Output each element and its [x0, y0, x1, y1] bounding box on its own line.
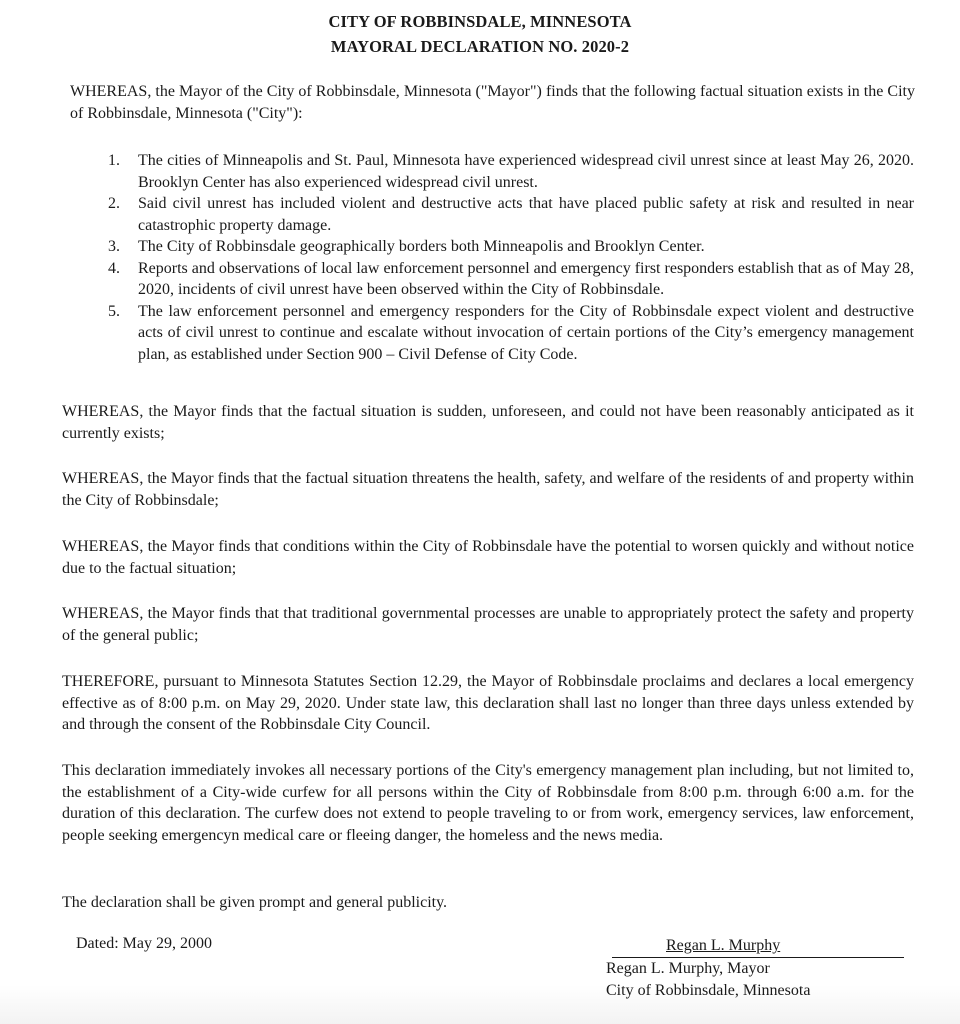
signature-block	[606, 935, 904, 1002]
curfew-paragraph: This declaration immediately invokes all necessary portions of the City's emergency management plan including, but not limited to, the establishment of a City-wide curfew for all persons within the City of Robbinsdale from 8:00 p.m. through 6:00 a.m. for the duration of this declaration. The curfew does not extend to people traveling to or from work, emergency services, law enforcement, people seeking emergencyn medical care or fleeing danger, the homeless and the news media.	[62, 762, 914, 844]
document-title-declaration: MAYORAL DECLARATION NO. 2020-2	[330, 37, 630, 56]
whereas-paragraph: WHEREAS, the Mayor finds that that traditional governmental processes are unable to appropriately protect the safety and property of the general public;	[62, 605, 914, 644]
whereas-paragraph: WHEREAS, the Mayor finds that the factual situation is sudden, unforeseen, and could not have been reasonably anticipated as it currently exists;	[62, 403, 914, 442]
finding-text: The law enforcement personnel and emergency responders for the City of Robbinsdale expect violent and destructive acts of civil unrest to continue and escalate without invocation of certain portions of the City’s emergency management plan, as established under Section 900 – Civil Defense of City Code.	[138, 302, 914, 363]
finding-text: Said civil unrest has included violent and destructive acts that have placed public safety at risk and resulted in near catastrophic property damage.	[138, 195, 914, 234]
finding-item	[108, 301, 914, 366]
finding-item	[108, 193, 914, 236]
signature: Regan L. Murphy	[666, 937, 781, 954]
finding-item	[108, 236, 914, 258]
finding-number: 2.	[108, 195, 120, 212]
signer-city: City of Robbinsdale, Minnesota	[606, 982, 811, 999]
finding-number: 5.	[108, 302, 120, 320]
findings-list	[108, 150, 914, 365]
finding-text: The City of Robbinsdale geographically borders both Minneapolis and Brooklyn Center.	[138, 238, 705, 255]
dated-line: Dated: May 29, 2000	[76, 935, 212, 952]
finding-item	[108, 150, 914, 193]
signer-name-title: Regan L. Murphy, Mayor	[606, 960, 770, 977]
whereas-paragraph: WHEREAS, the Mayor finds that the factual situation threatens the health, safety, and welfare of the residents of and property within the City of Robbinsdale;	[62, 470, 914, 509]
publicity-paragraph: The declaration shall be given prompt and general publicity.	[62, 894, 448, 911]
signature-line	[612, 935, 904, 958]
whereas-paragraph: WHEREAS, the Mayor finds that conditions within the City of Robbinsdale have the potential to worsen quickly and without notice due to the factual situation;	[62, 538, 914, 577]
finding-text: The cities of Minneapolis and St. Paul, Minnesota have experienced widespread civil unrest since at least May 26, 2020. Brooklyn Center has also experienced widespread civil unrest.	[138, 152, 914, 191]
therefore-paragraph: THEREFORE, pursuant to Minnesota Statutes Section 12.29, the Mayor of Robbinsdale proclaims and declares a local emergency effective as of 8:00 p.m. on May 29, 2020. Under state law, this declaration shall last no longer than three days unless extended by and through the consent of the Robbinsdale City Council.	[62, 673, 914, 733]
finding-number: 1.	[108, 152, 120, 169]
document-title-city: CITY OF ROBBINSDALE, MINNESOTA	[328, 12, 632, 31]
finding-number: 4.	[108, 259, 120, 277]
finding-text: Reports and observations of local law enforcement personnel and emergency first responders establish that as of May 28, 2020, incidents of civil unrest have been observed within the City of Robbinsdale.	[138, 259, 914, 298]
intro-paragraph: WHEREAS, the Mayor of the City of Robbinsdale, Minnesota ("Mayor") finds that the following factual situation exists in the City of Robbinsdale, Minnesota ("City"):	[70, 83, 915, 122]
finding-number: 3.	[108, 238, 120, 255]
finding-item	[108, 258, 914, 301]
